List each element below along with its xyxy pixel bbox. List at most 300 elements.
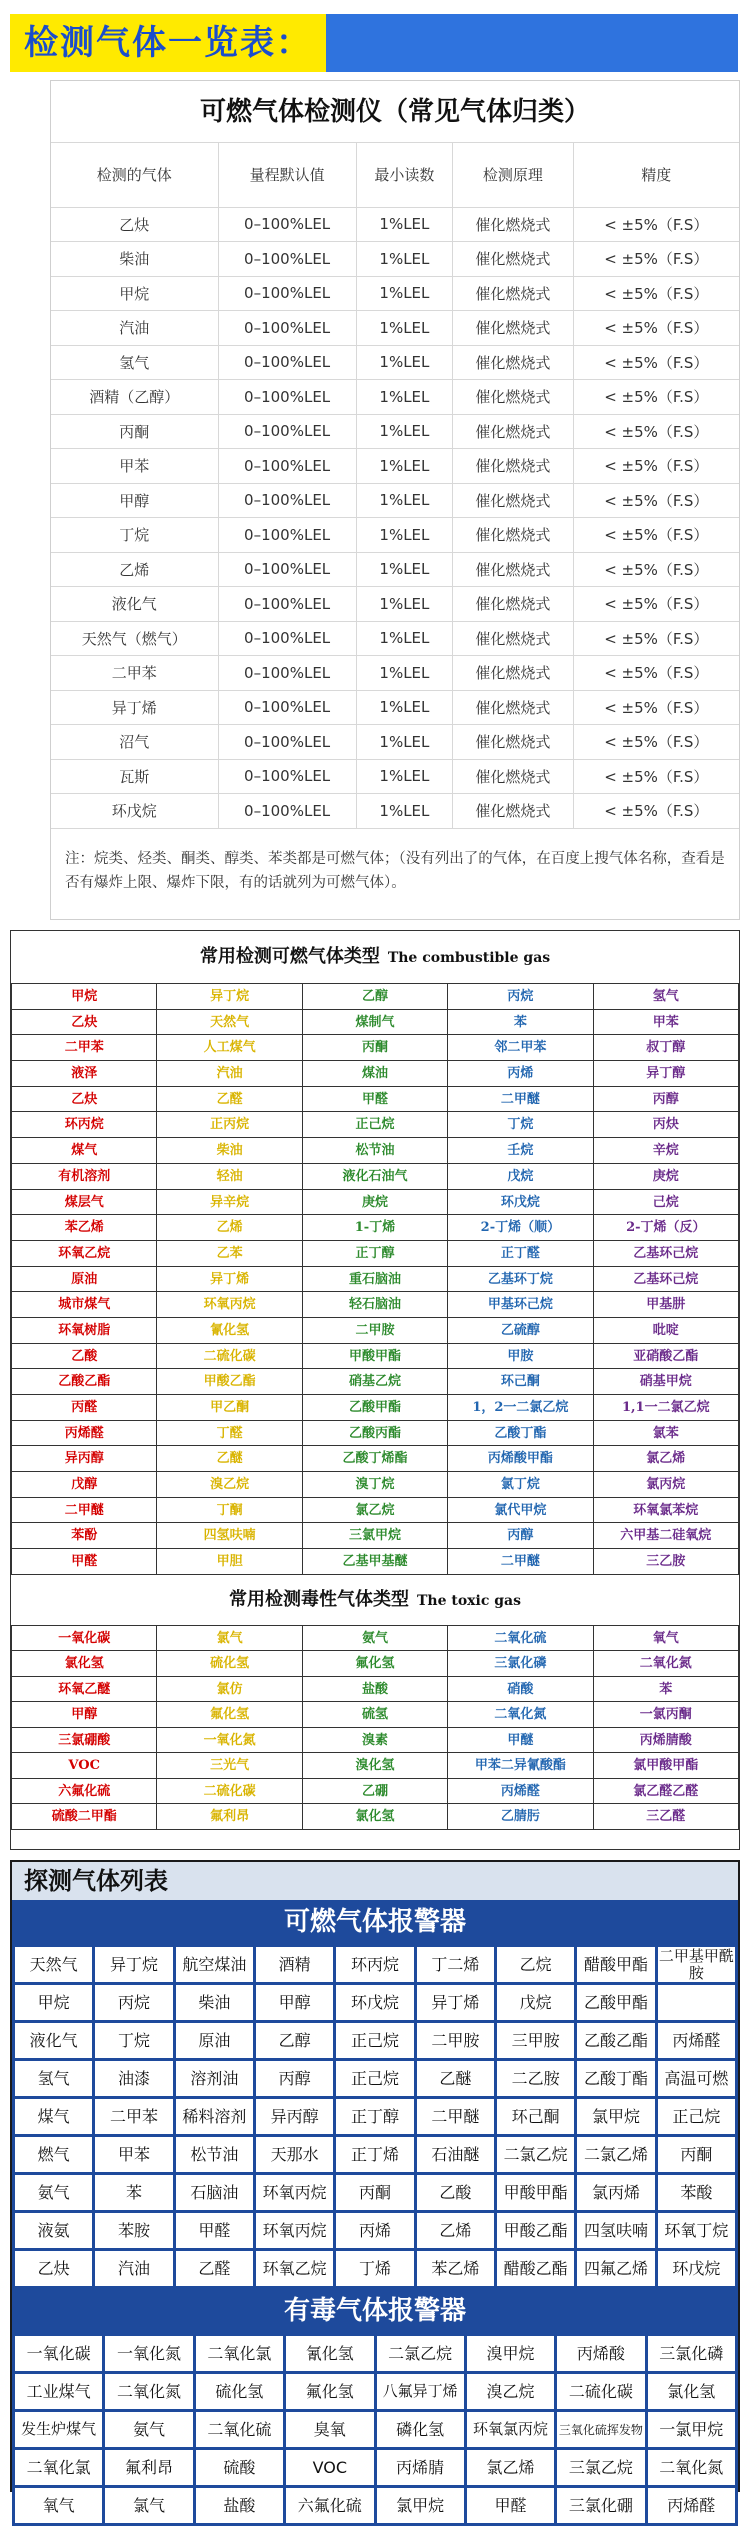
gas-type-cell: 煤油	[303, 1061, 448, 1087]
gas-type-cell: 乙烯	[157, 1215, 302, 1241]
table-row	[51, 311, 739, 346]
gas-list-empty-cell	[658, 1985, 735, 2020]
gas-list-cell: 四氢呋喃	[577, 2213, 654, 2248]
gas-type-cell: 氯化氢	[12, 1651, 157, 1677]
gas-list-cell: 二氧化氯	[15, 2450, 102, 2485]
gas-type-cell: 乙醇	[303, 984, 448, 1010]
gas-type-cell: 丙醇	[448, 1523, 593, 1549]
table-row	[51, 380, 739, 415]
gas-type-cell: 环氧乙烷	[12, 1241, 157, 1267]
table-row	[51, 794, 739, 829]
gas-type-cell: 有机溶剂	[12, 1164, 157, 1190]
gas-list-cell: 正丁烯	[336, 2137, 413, 2172]
table1-cell: 乙炔	[51, 207, 218, 242]
gas-list-cell: 一氧化碳	[15, 2336, 102, 2371]
gas-list-cell: 乙酸甲酯	[577, 1985, 654, 2020]
gas-type-cell: 异丁烯	[157, 1267, 302, 1293]
table1-header-cell: 精度	[573, 143, 739, 207]
gas-type-cell: 人工煤气	[157, 1035, 302, 1061]
gas-list-cell: 松节油	[176, 2137, 253, 2172]
gas-type-cell: 乙酸乙酯	[12, 1369, 157, 1395]
gas-list-cell: 氟利昂	[105, 2450, 192, 2485]
combustible-section-title	[11, 931, 739, 983]
table1-cell: 催化燃烧式	[453, 725, 573, 760]
table1-cell: 催化燃烧式	[453, 483, 573, 518]
gas-type-cell: 轻石脑油	[303, 1292, 448, 1318]
gas-list-cell: 乙酸丁酯	[577, 2061, 654, 2096]
gas-type-cell: 氯气	[157, 1626, 302, 1652]
gas-type-cell: 正己烷	[303, 1112, 448, 1138]
detection-gas-list	[10, 1860, 740, 2515]
gas-type-cell: 煤气	[12, 1138, 157, 1164]
table-row	[51, 483, 739, 518]
gas-list-cell: 甲苯	[95, 2137, 172, 2172]
gas-list-cell: 环氧氯丙烷	[467, 2412, 554, 2447]
gas-type-cell: 环戊烷	[448, 1190, 593, 1216]
gas-type-cell: 氯丙烷	[594, 1472, 739, 1498]
table-row	[51, 449, 739, 484]
table1-cell: 1%LEL	[356, 656, 453, 691]
gas-list-cell: 环丙烷	[336, 1947, 413, 1982]
table1-cell: 1%LEL	[356, 518, 453, 553]
gas-type-cell: 苯	[448, 1010, 593, 1036]
table1-cell: 1%LEL	[356, 759, 453, 794]
gas-list-cell: 乙烷	[497, 1947, 574, 1982]
table1-cell: 催化燃烧式	[453, 621, 573, 656]
gas-type-cell: 甲基肼	[594, 1292, 739, 1318]
gas-type-cell: 溴化氢	[303, 1753, 448, 1779]
gas-list-cell: 磷化氢	[377, 2412, 464, 2447]
gas-type-cell: 戊醇	[12, 1472, 157, 1498]
gas-type-cell: 二甲醚	[448, 1549, 593, 1575]
gas-type-cell: 氯苯	[594, 1421, 739, 1447]
table1-cell: 0–100%LEL	[218, 690, 356, 725]
gas-list-cell: 乙醇	[256, 2023, 333, 2058]
gas-type-cell: 2-丁烯（反）	[594, 1215, 739, 1241]
table1-cell: 催化燃烧式	[453, 587, 573, 622]
gas-type-cell: 氯代甲烷	[448, 1498, 593, 1524]
gas-list-cell: 溴甲烷	[467, 2336, 554, 2371]
gas-list-cell: 苯乙烯	[417, 2251, 494, 2286]
gas-list-cell: 丙烯醛	[648, 2488, 735, 2523]
combustible-alarm-title: 可燃气体报警器	[12, 1900, 738, 1944]
gas-type-cell: 乙酸丁酯	[448, 1421, 593, 1447]
gas-type-table	[10, 930, 740, 1850]
gas-type-cell: 丙烯	[448, 1061, 593, 1087]
gas-list-cell: 苯胺	[95, 2213, 172, 2248]
gas-list-cell: 二甲苯	[95, 2099, 172, 2134]
gas-type-cell: 正丁醛	[448, 1241, 593, 1267]
gas-type-cell: 二硫化碳	[157, 1344, 302, 1370]
gas-type-cell: 环丙烷	[12, 1112, 157, 1138]
gas-list-cell: 丙烯腈	[377, 2450, 464, 2485]
gas-type-cell: 氧气	[594, 1626, 739, 1652]
gas-list-cell: 环氧丁烷	[658, 2213, 735, 2248]
gas-list-cell: 氨气	[105, 2412, 192, 2447]
gas-type-cell: 松节油	[303, 1138, 448, 1164]
toxic-title-cn: 常用检测毒性气体类型	[229, 1588, 409, 1610]
toxic-alarm-grid	[12, 2333, 738, 2526]
gas-type-cell: 环氧乙醚	[12, 1677, 157, 1703]
gas-type-cell: 甲酸甲酯	[303, 1344, 448, 1370]
gas-type-cell: 一氯丙酮	[594, 1702, 739, 1728]
table1-header-cell: 量程默认值	[218, 143, 356, 207]
gas-type-cell: 氯乙烷	[303, 1498, 448, 1524]
gas-type-cell: 氯乙烯	[594, 1446, 739, 1472]
gas-list-cell: 工业煤气	[15, 2374, 102, 2409]
gas-list-cell: 氰化氢	[286, 2336, 373, 2371]
table1-cell: 二甲苯	[51, 656, 218, 691]
gas-type-cell: 丙烯酸甲酯	[448, 1446, 593, 1472]
gas-type-cell: 1,1一二氯乙烷	[594, 1395, 739, 1421]
gas-list-cell: 氯化氢	[648, 2374, 735, 2409]
gas-list-cell: 氢气	[15, 2061, 92, 2096]
gas-type-cell: 乙醚	[157, 1446, 302, 1472]
gas-list-cell: 丙烯酸	[557, 2336, 644, 2371]
gas-type-cell: 氨气	[303, 1626, 448, 1652]
table1-cell: 0–100%LEL	[218, 483, 356, 518]
table1-cell: 1%LEL	[356, 449, 453, 484]
gas-type-cell: 庚烷	[303, 1190, 448, 1216]
gas-list-cell: 臭氧	[286, 2412, 373, 2447]
table1-cell: 柴油	[51, 242, 218, 277]
gas-type-cell: 丙酮	[303, 1035, 448, 1061]
gas-list-cell: 甲烷	[15, 1985, 92, 2020]
gas-list-cell: 异丙醇	[256, 2099, 333, 2134]
gas-list-cell: 丁烷	[95, 2023, 172, 2058]
table1-cell: < ±5%（F.S）	[573, 690, 739, 725]
gas-type-cell: 乙酸丙酯	[303, 1421, 448, 1447]
gas-list-cell: 二氧化硫	[196, 2412, 283, 2447]
gas-list-cell: 硫酸	[196, 2450, 283, 2485]
gas-type-cell: 硫酸二甲酯	[12, 1804, 157, 1830]
gas-type-cell: 丁醛	[157, 1421, 302, 1447]
gas-type-cell: 丙醛	[12, 1395, 157, 1421]
gas-type-cell: 氰化氢	[157, 1318, 302, 1344]
table1-cell: 催化燃烧式	[453, 656, 573, 691]
table1-cell: 0–100%LEL	[218, 794, 356, 829]
gas-type-cell: 环氧树脂	[12, 1318, 157, 1344]
gas-list-cell: 二乙胺	[497, 2061, 574, 2096]
gas-type-cell: 正丙烷	[157, 1112, 302, 1138]
gas-list-cell: 丙烯醛	[658, 2023, 735, 2058]
gas-type-cell: 甲苯	[594, 1010, 739, 1036]
gas-list-cell: 环己酮	[497, 2099, 574, 2134]
gas-type-cell: 硝基乙烷	[303, 1369, 448, 1395]
gas-list-cell: 液化气	[15, 2023, 92, 2058]
gas-type-cell: 丙烯腈酸	[594, 1728, 739, 1754]
gas-type-cell: 甲醚	[448, 1728, 593, 1754]
gas-type-cell: 亚硝酸乙酯	[594, 1344, 739, 1370]
table1-cell: 瓦斯	[51, 759, 218, 794]
table1-cell: 0–100%LEL	[218, 414, 356, 449]
gas-list-cell: 乙烯	[417, 2213, 494, 2248]
table-row	[51, 656, 739, 691]
table-row	[51, 621, 739, 656]
gas-type-cell: 异丙醇	[12, 1446, 157, 1472]
gas-type-cell: 乙基环己烷	[594, 1267, 739, 1293]
table-row	[51, 552, 739, 587]
gas-type-cell: 二氧化氮	[448, 1702, 593, 1728]
table-row	[51, 690, 739, 725]
table1-cell: 催化燃烧式	[453, 759, 573, 794]
gas-type-cell: 一氧化氮	[157, 1728, 302, 1754]
gas-type-cell: 三光气	[157, 1753, 302, 1779]
gas-list-cell: 汽油	[95, 2251, 172, 2286]
table1-cell: 1%LEL	[356, 345, 453, 380]
gas-type-cell: 甲烷	[12, 984, 157, 1010]
gas-list-cell: 醋酸乙酯	[497, 2251, 574, 2286]
table1-cell: 1%LEL	[356, 380, 453, 415]
table1-cell: 0–100%LEL	[218, 587, 356, 622]
gas-list-cell: 石油醚	[417, 2137, 494, 2172]
gas-type-cell: 溴丁烷	[303, 1472, 448, 1498]
gas-list-cell: 醋酸甲酯	[577, 1947, 654, 1982]
gas-type-cell: VOC	[12, 1753, 157, 1779]
table-row	[51, 276, 739, 311]
gas-type-cell: 六甲基二硅氧烷	[594, 1523, 739, 1549]
gas-type-cell: 乙基环己烷	[594, 1241, 739, 1267]
table1-cell: 1%LEL	[356, 587, 453, 622]
gas-list-cell: 溶剂油	[176, 2061, 253, 2096]
gas-type-cell: 三乙胺	[594, 1549, 739, 1575]
gas-list-cell: 环戊烷	[336, 1985, 413, 2020]
gas-list-cell: 正己烷	[336, 2023, 413, 2058]
table1-cell: 1%LEL	[356, 690, 453, 725]
gas-type-cell: 氟利昂	[157, 1804, 302, 1830]
gas-type-cell: 天然气	[157, 1010, 302, 1036]
gas-list-cell: 甲醇	[256, 1985, 333, 2020]
gas-list-cell: 原油	[176, 2023, 253, 2058]
gas-type-cell: 二甲醚	[448, 1087, 593, 1113]
table1-cell: 催化燃烧式	[453, 449, 573, 484]
gas-type-cell: 硝基甲烷	[594, 1369, 739, 1395]
gas-type-cell: 氯乙醛乙醛	[594, 1779, 739, 1805]
gas-list-cell: 乙炔	[15, 2251, 92, 2286]
gas-type-cell: 三氯化磷	[448, 1651, 593, 1677]
table1-cell: < ±5%（F.S）	[573, 656, 739, 691]
gas-type-cell: 丁烷	[448, 1112, 593, 1138]
gas-type-cell: 三氯甲烷	[303, 1523, 448, 1549]
gas-type-cell: 原油	[12, 1267, 157, 1293]
gas-type-cell: 乙酸丁烯酯	[303, 1446, 448, 1472]
table1-cell: 液化气	[51, 587, 218, 622]
gas-type-cell: 二氧化氮	[594, 1651, 739, 1677]
gas-list-cell: 二氯乙烷	[377, 2336, 464, 2371]
gas-list-cell: 氯气	[105, 2488, 192, 2523]
gas-type-cell: 丙烯醛	[448, 1779, 593, 1805]
gas-list-cell: 二氧化氮	[105, 2374, 192, 2409]
gas-type-cell: 乙醛	[157, 1087, 302, 1113]
gas-list-cell: 四氟乙烯	[577, 2251, 654, 2286]
table1-cell: 催化燃烧式	[453, 518, 573, 553]
toxic-alarm-title: 有毒气体报警器	[12, 2289, 738, 2333]
gas-type-cell: 一氧化碳	[12, 1626, 157, 1652]
gas-type-cell: 煤制气	[303, 1010, 448, 1036]
gas-type-cell: 液化石油气	[303, 1164, 448, 1190]
gas-list-cell: 正己烷	[658, 2099, 735, 2134]
table1-cell: 0–100%LEL	[218, 276, 356, 311]
gas-type-cell: 氟化氢	[303, 1651, 448, 1677]
gas-list-cell: 高温可燃	[658, 2061, 735, 2096]
table1-cell: 1%LEL	[356, 311, 453, 346]
table1-cell: 1%LEL	[356, 414, 453, 449]
table1-cell: 1%LEL	[356, 242, 453, 277]
gas-list-cell: 液氨	[15, 2213, 92, 2248]
gas-list-cell: 二硫化碳	[557, 2374, 644, 2409]
gas-list-cell: 氟化氢	[286, 2374, 373, 2409]
table1-cell: < ±5%（F.S）	[573, 518, 739, 553]
gas-list-cell: 甲酸甲酯	[497, 2175, 574, 2210]
table1-cell: 丙酮	[51, 414, 218, 449]
table1-title: 可燃气体检测仪（常见气体归类）	[51, 81, 739, 143]
gas-list-cell: 乙酸	[417, 2175, 494, 2210]
detection-list-header: 探测气体列表	[12, 1862, 738, 1900]
gas-type-cell: 二甲苯	[12, 1035, 157, 1061]
gas-list-cell: 一氯甲烷	[648, 2412, 735, 2447]
gas-type-cell: 环己酮	[448, 1369, 593, 1395]
gas-type-cell: 汽油	[157, 1061, 302, 1087]
gas-type-cell: 二硫化碳	[157, 1779, 302, 1805]
gas-type-cell: 丙烷	[448, 984, 593, 1010]
gas-type-cell: 氯化氢	[303, 1804, 448, 1830]
gas-type-cell: 吡啶	[594, 1318, 739, 1344]
gas-list-cell: 柴油	[176, 1985, 253, 2020]
gas-type-cell: 甲醛	[303, 1087, 448, 1113]
table1-cell: 0–100%LEL	[218, 621, 356, 656]
gas-list-cell: 石脑油	[176, 2175, 253, 2210]
table1-header-cell: 检测原理	[453, 143, 573, 207]
gas-type-cell: 三氯硼酸	[12, 1728, 157, 1754]
gas-type-cell: 煤层气	[12, 1190, 157, 1216]
table1-cell: < ±5%（F.S）	[573, 794, 739, 829]
table1-note: 注：烷类、烃类、酮类、醇类、苯类都是可燃气体；（没有列出了的气体，在百度上搜气体名称，查看是否有爆炸上限、爆炸下限，有的话就列为可燃气体）。	[65, 850, 725, 891]
gas-list-cell: 乙酸乙酯	[577, 2023, 654, 2058]
gas-list-cell: VOC	[286, 2450, 373, 2485]
gas-list-cell: 正丁醇	[336, 2099, 413, 2134]
table-row	[51, 518, 739, 553]
gas-type-cell: 硝酸	[448, 1677, 593, 1703]
gas-list-cell: 乙醚	[417, 2061, 494, 2096]
table1-cell: 沼气	[51, 725, 218, 760]
gas-list-cell: 丁烯	[336, 2251, 413, 2286]
gas-type-cell: 乙硼	[303, 1779, 448, 1805]
table1-cell: 甲苯	[51, 449, 218, 484]
toxic-title-en: The toxic gas	[417, 1592, 521, 1609]
gas-type-cell: 乙基甲基醚	[303, 1549, 448, 1575]
gas-type-cell: 硫氢	[303, 1702, 448, 1728]
gas-type-cell: 三乙醛	[594, 1804, 739, 1830]
gas-type-cell: 乙酸	[12, 1344, 157, 1370]
table1-cell: 催化燃烧式	[453, 690, 573, 725]
table1-cell: < ±5%（F.S）	[573, 449, 739, 484]
gas-type-cell: 甲乙酮	[157, 1395, 302, 1421]
gas-type-cell: 甲基环己烷	[448, 1292, 593, 1318]
table-row	[51, 345, 739, 380]
table1-cell: < ±5%（F.S）	[573, 621, 739, 656]
table1-cell: < ±5%（F.S）	[573, 276, 739, 311]
gas-list-cell: 二氯乙烷	[497, 2137, 574, 2172]
gas-type-cell: 正丁醇	[303, 1241, 448, 1267]
gas-type-cell: 苯	[594, 1677, 739, 1703]
gas-list-cell: 丙烯	[336, 2213, 413, 2248]
combustible-alarm-grid	[12, 1944, 738, 2289]
gas-type-cell: 氟化氢	[157, 1702, 302, 1728]
gas-type-cell: 丙烯醛	[12, 1421, 157, 1447]
gas-list-cell: 环氧乙烷	[256, 2251, 333, 2286]
gas-type-cell: 乙苯	[157, 1241, 302, 1267]
gas-list-cell: 盐酸	[196, 2488, 283, 2523]
gas-list-cell: 氯甲烷	[377, 2488, 464, 2523]
gas-type-cell: 二氧化硫	[448, 1626, 593, 1652]
table1-cell: 0–100%LEL	[218, 311, 356, 346]
table1-cell: 催化燃烧式	[453, 794, 573, 829]
gas-type-cell: 氯甲酸甲酯	[594, 1753, 739, 1779]
gas-list-cell: 燃气	[15, 2137, 92, 2172]
table1-cell: < ±5%（F.S）	[573, 311, 739, 346]
table1-cell: 1%LEL	[356, 725, 453, 760]
gas-list-cell: 正己烷	[336, 2061, 413, 2096]
table1-cell: < ±5%（F.S）	[573, 483, 739, 518]
table1-cell: 1%LEL	[356, 794, 453, 829]
gas-list-cell: 油漆	[95, 2061, 172, 2096]
gas-list-cell: 苯酸	[658, 2175, 735, 2210]
gas-list-cell: 三氯化磷	[648, 2336, 735, 2371]
gas-list-cell: 八氟异丁烯	[377, 2374, 464, 2409]
gas-list-cell: 溴乙烷	[467, 2374, 554, 2409]
toxic-grid	[11, 1625, 739, 1830]
gas-type-cell: 甲胺	[448, 1344, 593, 1370]
gas-list-cell: 异丁烷	[95, 1947, 172, 1982]
gas-type-cell: 丁酮	[157, 1498, 302, 1524]
table1-cell: 0–100%LEL	[218, 242, 356, 277]
table1-cell: 0–100%LEL	[218, 518, 356, 553]
table1-cell: 0–100%LEL	[218, 552, 356, 587]
gas-list-cell: 稀料溶剂	[176, 2099, 253, 2134]
gas-list-cell: 硫化氢	[196, 2374, 283, 2409]
table-row	[51, 242, 739, 277]
gas-type-cell: 重石脑油	[303, 1267, 448, 1293]
gas-type-cell: 壬烷	[448, 1138, 593, 1164]
gas-type-cell: 环氧丙烷	[157, 1292, 302, 1318]
table1-cell: < ±5%（F.S）	[573, 242, 739, 277]
gas-list-cell: 环戊烷	[658, 2251, 735, 2286]
table1-cell: 1%LEL	[356, 552, 453, 587]
gas-list-cell: 丙酮	[336, 2175, 413, 2210]
gas-list-cell: 三氧化硫挥发物	[557, 2412, 644, 2447]
gas-type-cell: 氯丁烷	[448, 1472, 593, 1498]
gas-type-cell: 甲酸乙酯	[157, 1369, 302, 1395]
gas-type-cell: 甲胆	[157, 1549, 302, 1575]
gas-type-cell: 邻二甲苯	[448, 1035, 593, 1061]
gas-list-cell: 航空煤油	[176, 1947, 253, 1982]
gas-list-cell: 氧气	[15, 2488, 102, 2523]
table1-cell: 1%LEL	[356, 207, 453, 242]
table1-cell: 1%LEL	[356, 483, 453, 518]
gas-type-cell: 己烷	[594, 1190, 739, 1216]
gas-type-cell: 2-丁烯（顺）	[448, 1215, 593, 1241]
combustible-title-cn: 常用检测可燃气体类型	[199, 946, 380, 967]
gas-list-cell: 苯	[95, 2175, 172, 2210]
gas-list-cell: 甲醛	[467, 2488, 554, 2523]
gas-list-cell: 甲酸乙酯	[497, 2213, 574, 2248]
table1-cell: 酒精（乙醇）	[51, 380, 218, 415]
gas-list-cell: 氯乙烯	[467, 2450, 554, 2485]
gas-list-cell: 丙醇	[256, 2061, 333, 2096]
table1-cell: 0–100%LEL	[218, 207, 356, 242]
gas-type-cell: 1，2一二氯乙烷	[448, 1395, 593, 1421]
gas-type-cell: 异丁醇	[594, 1061, 739, 1087]
